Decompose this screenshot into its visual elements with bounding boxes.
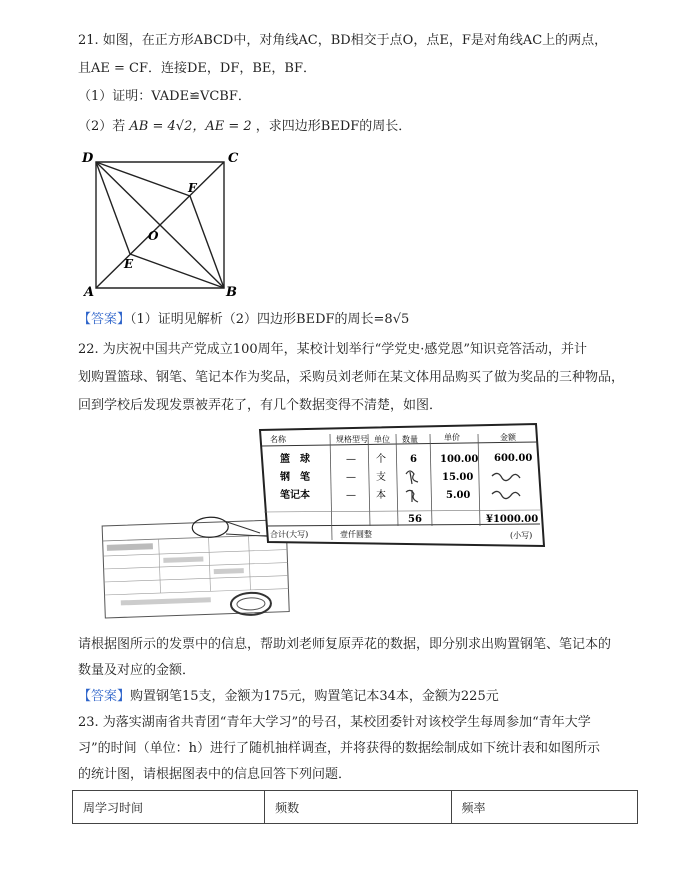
receipt-row3-spec: — <box>346 490 356 501</box>
label-a: A <box>84 285 95 298</box>
square-figure <box>80 148 240 298</box>
q21-line2: 且AE = CF．连接DE，DF，BE，BF． <box>78 61 316 76</box>
segment-bf <box>190 196 224 288</box>
receipt-header-unit: 单位 <box>374 435 390 444</box>
label-e: E <box>124 257 134 271</box>
receipt-row2-spec: — <box>346 472 356 483</box>
receipt-row3-name: 笔记本 <box>280 490 310 501</box>
receipt-row2-name: 钢 笔 <box>280 472 310 483</box>
answer-tag: 【答案】 <box>78 312 131 327</box>
label-f: F <box>188 181 197 195</box>
receipt-row2-price: 15.00 <box>442 472 474 483</box>
receipt-total-qty: 56 <box>408 514 422 525</box>
segment-be <box>130 254 224 288</box>
receipt-footer-mid: 壹仟圆整 <box>340 530 372 539</box>
q22-answer-text: 购置钢笔15支，金额为175元，购置笔记本34本，金额为225元 <box>130 689 499 704</box>
q21-part1: （1）证明：VADE≌VCBF． <box>78 89 251 104</box>
receipt-row1-amount: 600.00 <box>494 453 533 464</box>
receipt-total-amount: ¥1000.00 <box>486 514 539 525</box>
q21-line1: 21. 如图，在正方形ABCD中，对角线AC，BD相交于点O，点E，F是对角线AC上的两点， <box>78 33 608 48</box>
receipt-row1-name: 篮 球 <box>280 454 310 465</box>
receipt-row3-price: 5.00 <box>446 490 471 501</box>
segment-de <box>96 162 130 254</box>
receipt-header-name: 名称 <box>270 435 286 444</box>
q23-line3: 的统计图，请根据图表中的信息回答下列问题． <box>78 767 352 782</box>
q22-answer <box>78 688 499 706</box>
receipt-header-amount: 金额 <box>500 433 516 442</box>
q21-part2 <box>78 118 411 136</box>
receipt-header-qty: 数量 <box>402 435 418 444</box>
zoomed-receipt <box>260 424 544 546</box>
label-c: C <box>228 151 239 166</box>
segment-df <box>96 162 190 196</box>
table-header-rate: 频率 <box>451 791 637 824</box>
answer-tag: 【答案】 <box>78 689 131 704</box>
q22-after1: 请根据图所示的发票中的信息，帮助刘老师复原弄花的数据，即分别求出购置钢笔、笔记本的 <box>78 637 612 652</box>
label-b: B <box>226 285 237 298</box>
q23-line2: 习”的时间（单位：h）进行了随机抽样调查，并将获得的数据绘制成如下统计表和如图所示 <box>78 741 601 756</box>
q21-part2-prefix: （2）若 <box>78 119 126 134</box>
receipt-header-spec: 规格型号 <box>336 435 368 444</box>
receipt-footer-right: (小写) <box>510 531 533 540</box>
receipt-footer-left: 合计(大写) <box>270 530 309 539</box>
receipt-row2-unit: 支 <box>376 472 386 483</box>
frequency-table <box>72 790 638 824</box>
table-header-row <box>73 791 638 824</box>
receipt-figure <box>100 418 550 624</box>
receipt-row1-spec: — <box>346 454 356 465</box>
label-d: D <box>82 151 94 166</box>
q21-part2-math: AB = 4√2，AE = 2 <box>129 119 252 134</box>
receipt-row1-price: 100.00 <box>440 454 479 465</box>
q22-line3: 回到学校后发现发票被弄花了，有几个数据变得不清楚，如图． <box>78 398 443 413</box>
receipt-row1-qty: 6 <box>410 454 417 465</box>
q23-line1: 23. 为落实湖南省共青团“青年大学习”的号召，某校团委针对该校学生每周参加“青年大学 <box>78 715 591 730</box>
q22-after2: 数量及对应的金额． <box>78 663 196 678</box>
q21-answer-text: （1）证明见解析（2）四边形BEDF的周长=8√5 <box>130 312 410 327</box>
receipt-header-price: 单价 <box>444 433 460 442</box>
q22-line1: 22. 为庆祝中国共产党成立100周年，某校计划举行“学党史·感党恩”知识竞答活动，并计 <box>78 342 588 357</box>
table-header-frequency: 频数 <box>265 791 451 824</box>
q22-line2: 划购置篮球、钢笔、笔记本作为奖品，采购员刘老师在某文体用品购买了做为奖品的三种物品， <box>78 370 625 385</box>
receipt-row1-unit: 个 <box>376 454 386 465</box>
small-invoice <box>102 515 289 620</box>
q21-part2-suffix: ，求四边形BEDF的周长． <box>255 119 412 134</box>
receipt-row3-unit: 本 <box>376 490 386 501</box>
label-o: O <box>148 229 159 243</box>
q21-answer <box>78 311 409 329</box>
table-header-time: 周学习时间 <box>73 791 265 824</box>
